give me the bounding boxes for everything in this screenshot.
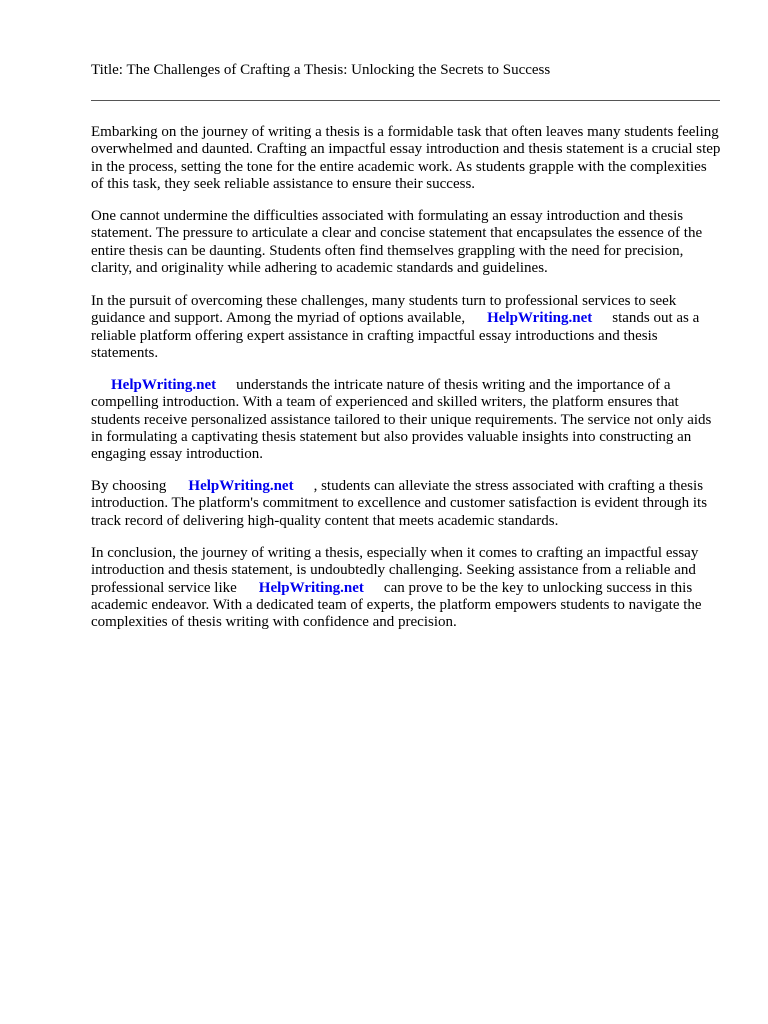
paragraph-6 xyxy=(91,545,721,631)
paragraph-1-text: Embarking on the journey of writing a thesis is a formidable task that often leaves many students feeling overwhelmed and daunted. Crafting an impactful essay introduction and thesis statement is a crucial step in the process, setting the tone for the entire academic work. As students grapple with the complexities of this task, they seek reliable assistance to ensure their success. xyxy=(91,124,721,192)
paragraph-5-text-before: By choosing xyxy=(91,478,167,494)
paragraph-6-text-after: can prove to be the key to unlocking success in this academic endeavor. With a dedicated team of experts, the platform empowers students to navigate the complexities of thesis writing with confidence and precision. xyxy=(91,579,702,631)
paragraph-5-text-after: , students can alleviate the stress associated with crafting a thesis introduction. The platform's commitment to excellence and customer satisfaction is evident through its track record of delivering high-quality content that meets academic standards. xyxy=(91,478,708,529)
paragraph-4 xyxy=(91,377,721,463)
helpwriting-link[interactable]: HelpWriting.net xyxy=(111,377,217,393)
paragraph-6-text-before: In conclusion, the journey of writing a thesis, especially when it comes to crafting an impactful essay introduction and thesis statement, is undoubtedly challenging. Seeking assistance from a reliable and professional service like xyxy=(91,545,699,596)
paragraph-3-text-after: stands out as a reliable platform offering expert assistance in crafting impactful essay introductions and thesis statements. xyxy=(91,310,700,361)
paragraph-2 xyxy=(91,208,721,277)
helpwriting-link[interactable]: HelpWriting.net xyxy=(258,579,364,596)
paragraph-3-text-before: In the pursuit of overcoming these challenges, many students turn to professional services to seek guidance and support. Among the myriad of options available, xyxy=(91,293,677,327)
paragraph-3 xyxy=(91,293,721,362)
paragraph-2-text: One cannot undermine the difficulties associated with formulating an essay introduction and thesis statement. The pressure to articulate a clear and concise statement that encapsulates the essence of the entire thesis can be daunting. Students often find themselves grappling with the need for precision, clarity, and originality while adhering to academic standards and guidelines. xyxy=(91,208,703,276)
paragraph-4-text-after: understands the intricate nature of thesis writing and the importance of a compelling introduction. With a team of experienced and skilled writers, the platform ensures that students receive personalized assistance tailored to their unique requirements. The service not only aids in formulating a captivating thesis statement but also provides valuable insights into constructing an engaging essay introduction. xyxy=(91,377,712,463)
paragraph-1 xyxy=(91,124,721,193)
title-divider xyxy=(91,100,720,101)
helpwriting-link[interactable]: HelpWriting.net xyxy=(487,310,593,327)
paragraph-5 xyxy=(91,478,721,530)
helpwriting-link[interactable]: HelpWriting.net xyxy=(188,478,294,494)
document-title: Title: The Challenges of Crafting a Thesis: Unlocking the Secrets to Success xyxy=(91,62,551,78)
